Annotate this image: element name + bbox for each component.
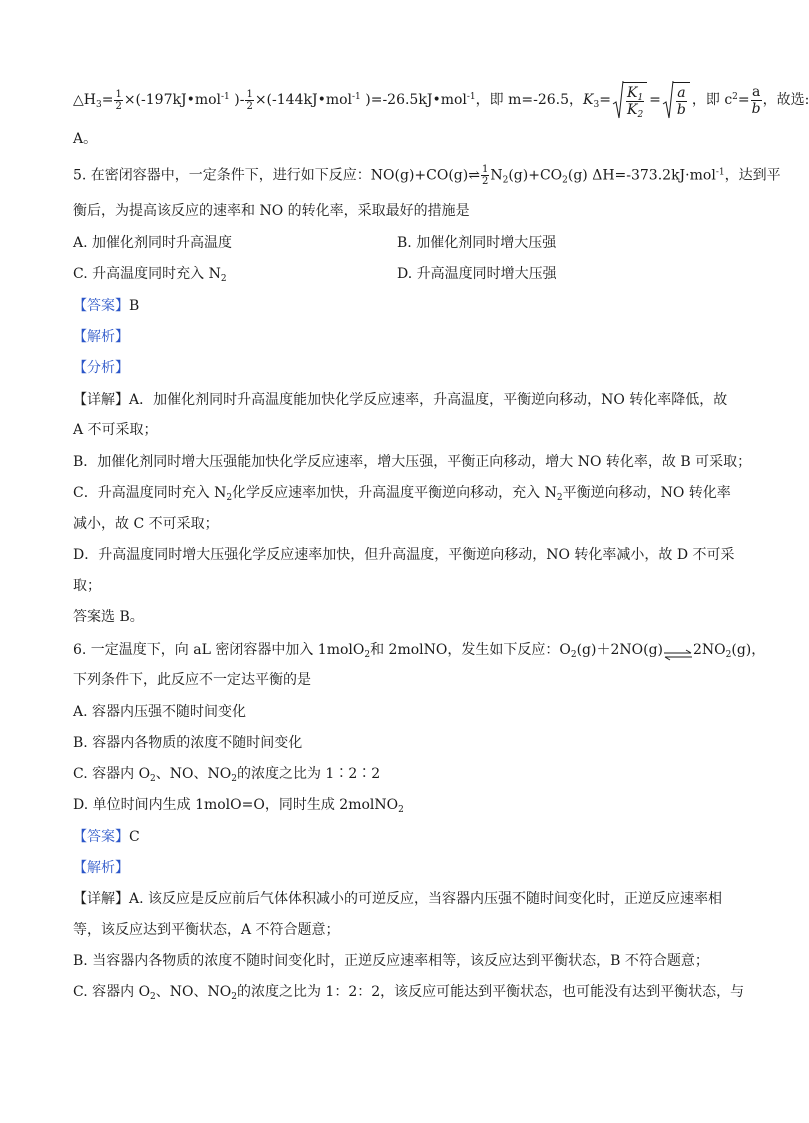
q5-answer (73, 295, 723, 317)
q6-analysis-label: 【解析】 (73, 860, 129, 876)
sup: -1 (466, 92, 476, 102)
k3-sub: 3 (593, 100, 600, 110)
sup: -1 (715, 167, 725, 178)
frac-den: 2 (115, 100, 122, 112)
answer-value: C (129, 829, 140, 845)
detail-text: 的浓度之比为 1：2：2，该反应可能达到平衡状态，也可能没有达到平衡状态，与 (236, 984, 745, 1000)
q6-detail-2: 等，该反应达到平衡状态，A 不符合题意； (73, 922, 340, 938)
opt-text: 、NO、NO (155, 766, 232, 782)
sup: -1 (352, 92, 361, 102)
detail-text: 、NO、NO (155, 984, 232, 1000)
q5-text: 5. 在密闭容器中，一定条件下，进行如下反应：NO(g)+CO(g)⇌ (73, 167, 480, 184)
fraction-half (114, 89, 122, 112)
sub: 2 (226, 493, 233, 503)
frac-num: 1 (246, 88, 253, 100)
q6-option-a: A. 容器内压强不随时间变化 (73, 704, 247, 720)
opt-text: 的浓度之比为 1∶2∶2 (236, 766, 381, 782)
q5-detail-1 (73, 389, 728, 411)
sub: 2 (502, 175, 509, 186)
sup: -1 (221, 92, 230, 102)
sub: 2 (220, 274, 227, 284)
q6-detail-1 (73, 888, 723, 910)
q5-stem-line-2: 衡后，为提高该反应的速率和 NO 的转化率，采取最好的措施是 (73, 203, 470, 219)
k1-sub: 1 (637, 93, 644, 103)
detail-text: 平衡逆向移动，NO 转化率 (562, 485, 731, 501)
formula-text-7: ，故选: (762, 92, 809, 108)
q5-text: N (490, 167, 503, 184)
a: a (751, 83, 761, 100)
detail-text: C. 容器内 O (73, 984, 151, 1000)
answer-label: 【答案】 (73, 829, 129, 845)
formula-text-3: ×(-144kJ•mol (254, 92, 353, 108)
q6-text: 6. 一定温度下，向 aL 密闭容器中加入 1molO (73, 642, 365, 658)
k2-sub: 2 (637, 110, 644, 120)
answer-label: 【答案】 (73, 298, 129, 314)
q5-detail-6: D．升高温度同时增大压强化学反应速率加快，但升高温度，平衡逆向移动，NO 转化率减小，故 D 不可采 (73, 547, 735, 563)
fraction-k (626, 85, 644, 118)
q6-text: (g)， (731, 642, 766, 658)
sub: 2 (150, 774, 156, 784)
q6-option-c (73, 763, 380, 785)
q5-text: (g) ΔH=-373.2kJ·mol (567, 167, 716, 184)
q5-analysis-label: 【解析】 (73, 329, 129, 345)
detail-text: 【详解】A．加催化剂同时升高温度能加快化学反应速率，升高温度，平衡逆向移动，NO 转化率降低，故 (73, 392, 728, 408)
eq-sign: = (101, 92, 114, 108)
formula-text-6: ，即 c (691, 92, 733, 108)
frac-num: 1 (481, 164, 489, 175)
q6-option-d (73, 794, 404, 816)
sub: 2 (570, 650, 577, 660)
formula-line (73, 82, 809, 120)
detail-text: 【详解】A. 该反应是反应前后气体体积减小的可逆反应，当容器内压强不随时间变化时，正逆反应速率相 (73, 891, 723, 907)
fraction-half-2 (245, 89, 253, 112)
sub: 2 (562, 175, 568, 186)
q6-detail-4 (73, 981, 745, 1003)
sqrt-k1-k2 (613, 82, 647, 118)
q5-option-a: A. 加催化剂同时升高温度 (73, 235, 233, 251)
q5-option-b: B. 加催化剂同时增大压强 (397, 235, 557, 251)
q5-detail-7: 取； (73, 578, 101, 594)
frac-den: 2 (481, 176, 489, 187)
b: b (751, 100, 761, 117)
dh-symbol: △H (73, 92, 96, 108)
sub: 2 (231, 774, 237, 784)
sub: 2 (725, 650, 732, 660)
q6-detail-3: B. 当容器内各物质的浓度不随时间变化时，正逆反应速率相等，该反应达到平衡状态，B 不符合题意； (73, 953, 709, 969)
fraction-ab (676, 85, 687, 118)
equilibrium-arrow-icon (663, 645, 693, 655)
dh-sub: 3 (95, 100, 102, 110)
sub: 2 (150, 992, 156, 1002)
b: b (676, 102, 686, 118)
answer-value: B (129, 298, 140, 314)
frac-den: 2 (246, 100, 253, 112)
q5-detail-3: B．加催化剂同时增大压强能加快化学反应速率，增大压强，平衡正向移动，增大 NO 转化率，故 B 可采取； (73, 454, 752, 470)
answer-a-line: A。 (73, 131, 98, 147)
q6-text: 和 2molNO，发生如下反应：O (370, 642, 571, 658)
q6-answer (73, 826, 723, 848)
frac-num: 1 (115, 88, 122, 100)
q5-stem-line-1 (73, 164, 781, 187)
q6-stem-line-1 (73, 639, 766, 661)
eq-sign: = (649, 92, 661, 108)
q5-option-c (73, 263, 227, 285)
q5-detail-4 (73, 482, 731, 504)
opt-text: C. 容器内 O (73, 766, 151, 782)
q6-text: (g)＋2NO(g) (576, 642, 663, 658)
q6-option-b: B. 容器内各物质的浓度不随时间变化 (73, 735, 303, 751)
sub: 2 (398, 805, 404, 815)
eq-sign: = (599, 92, 611, 108)
q5-detail-5: 减小，故 C 不可采取； (73, 516, 219, 532)
q5-text: ，达到平 (724, 167, 781, 184)
k2: K (626, 102, 638, 118)
q5-option-d: D. 升高温度同时增大压强 (397, 266, 557, 282)
sub: 2 (364, 650, 371, 660)
opt-text: C. 升高温度同时充入 N (73, 266, 221, 282)
q6-stem-line-2: 下列条件下，此反应不一定达平衡的是 (73, 672, 311, 688)
sup: 2 (732, 92, 738, 102)
q5-detail-2: A 不可采取； (73, 422, 158, 438)
sub: 2 (231, 992, 237, 1002)
eq-sign: = (737, 92, 750, 108)
formula-text-4: )=-26.5kJ•mol (360, 92, 467, 108)
formula-text-1: ×(-197kJ•mol (123, 92, 222, 108)
detail-text: C．升高温度同时充入 N (73, 485, 227, 501)
sub: 2 (556, 493, 563, 503)
sqrt-a-b (663, 82, 690, 118)
detail-text: 化学反应速率加快，升高温度平衡逆向移动，充入 N (232, 485, 557, 501)
formula-text-2: )- (229, 92, 245, 108)
k1: K (626, 85, 638, 101)
fraction-ab-2 (751, 84, 762, 117)
opt-text: D. 单位时间内生成 1molO=O，同时生成 2molNO (73, 797, 399, 813)
q6-text: 2NO (693, 642, 726, 658)
a: a (677, 85, 686, 101)
q5-text: (g)+CO (508, 167, 563, 184)
formula-text-5: ，即 m=-26.5， (475, 92, 584, 108)
k3-symbol: K (583, 92, 594, 108)
fraction-half (481, 164, 489, 187)
q5-detail-8: 答案选 B。 (73, 609, 144, 625)
q5-fenxi-label: 【分析】 (73, 360, 129, 376)
